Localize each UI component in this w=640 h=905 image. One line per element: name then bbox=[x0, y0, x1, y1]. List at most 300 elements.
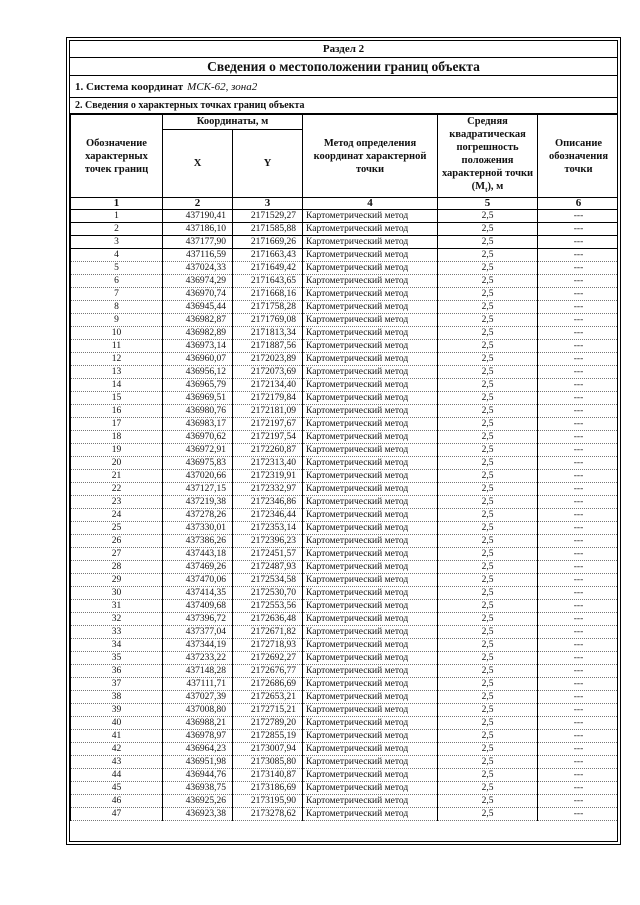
method: Картометрический метод bbox=[303, 275, 438, 288]
description: --- bbox=[538, 652, 618, 665]
method: Картометрический метод bbox=[303, 405, 438, 418]
table-row bbox=[71, 691, 619, 704]
error-value: 2,5 bbox=[438, 782, 538, 795]
error-value: 2,5 bbox=[438, 730, 538, 743]
error-value: 2,5 bbox=[438, 444, 538, 457]
x-coordinate: 437470,06 bbox=[163, 574, 233, 587]
column-number: 5 bbox=[438, 198, 538, 210]
method: Картометрический метод bbox=[303, 522, 438, 535]
method: Картометрический метод bbox=[303, 353, 438, 366]
method: Картометрический метод bbox=[303, 626, 438, 639]
method: Картометрический метод bbox=[303, 288, 438, 301]
table-row bbox=[71, 626, 619, 639]
table-row bbox=[71, 223, 619, 236]
y-coordinate: 2172715,21 bbox=[233, 704, 303, 717]
y-coordinate: 2172346,44 bbox=[233, 509, 303, 522]
x-coordinate: 436965,79 bbox=[163, 379, 233, 392]
description: --- bbox=[538, 717, 618, 730]
description: --- bbox=[538, 795, 618, 808]
y-coordinate: 2171529,27 bbox=[233, 210, 303, 223]
table-body bbox=[71, 210, 619, 821]
header-y: Y bbox=[233, 129, 303, 198]
description: --- bbox=[538, 509, 618, 522]
x-coordinate: 437027,39 bbox=[163, 691, 233, 704]
table-row bbox=[71, 548, 619, 561]
description: --- bbox=[538, 405, 618, 418]
error-value: 2,5 bbox=[438, 405, 538, 418]
description: --- bbox=[538, 262, 618, 275]
error-value: 2,5 bbox=[438, 262, 538, 275]
y-coordinate: 2171668,16 bbox=[233, 288, 303, 301]
method: Картометрический метод bbox=[303, 756, 438, 769]
table-row bbox=[71, 808, 619, 821]
method: Картометрический метод bbox=[303, 327, 438, 340]
x-coordinate: 436980,76 bbox=[163, 405, 233, 418]
table-row bbox=[71, 496, 619, 509]
point-number: 30 bbox=[71, 587, 163, 600]
column-numbers-row bbox=[71, 198, 619, 210]
method: Картометрический метод bbox=[303, 769, 438, 782]
point-number: 20 bbox=[71, 457, 163, 470]
y-coordinate: 2173278,62 bbox=[233, 808, 303, 821]
error-value: 2,5 bbox=[438, 418, 538, 431]
y-coordinate: 2172313,40 bbox=[233, 457, 303, 470]
description: --- bbox=[538, 756, 618, 769]
description: --- bbox=[538, 483, 618, 496]
method: Картометрический метод bbox=[303, 366, 438, 379]
description: --- bbox=[538, 249, 618, 262]
y-coordinate: 2171887,56 bbox=[233, 340, 303, 353]
table-row bbox=[71, 782, 619, 795]
x-coordinate: 437469,26 bbox=[163, 561, 233, 574]
x-coordinate: 436988,21 bbox=[163, 717, 233, 730]
description: --- bbox=[538, 496, 618, 509]
point-number: 32 bbox=[71, 613, 163, 626]
description: --- bbox=[538, 327, 618, 340]
x-coordinate: 436970,62 bbox=[163, 431, 233, 444]
table-row bbox=[71, 730, 619, 743]
error-value: 2,5 bbox=[438, 769, 538, 782]
x-coordinate: 436923,38 bbox=[163, 808, 233, 821]
x-coordinate: 437330,01 bbox=[163, 522, 233, 535]
table-row bbox=[71, 613, 619, 626]
x-coordinate: 437219,38 bbox=[163, 496, 233, 509]
x-coordinate: 437377,04 bbox=[163, 626, 233, 639]
error-value: 2,5 bbox=[438, 470, 538, 483]
x-coordinate: 436970,74 bbox=[163, 288, 233, 301]
description: --- bbox=[538, 639, 618, 652]
table-row bbox=[71, 379, 619, 392]
document-sheet bbox=[66, 37, 621, 845]
point-number: 28 bbox=[71, 561, 163, 574]
y-coordinate: 2172487,93 bbox=[233, 561, 303, 574]
method: Картометрический метод bbox=[303, 210, 438, 223]
header-point: Обозначение характерных точек границ bbox=[71, 115, 163, 198]
method: Картометрический метод bbox=[303, 574, 438, 587]
method: Картометрический метод bbox=[303, 600, 438, 613]
x-coordinate: 437278,26 bbox=[163, 509, 233, 522]
table-row bbox=[71, 769, 619, 782]
method: Картометрический метод bbox=[303, 431, 438, 444]
table-row bbox=[71, 483, 619, 496]
table-row bbox=[71, 509, 619, 522]
x-coordinate: 436972,91 bbox=[163, 444, 233, 457]
point-number: 46 bbox=[71, 795, 163, 808]
table-row bbox=[71, 795, 619, 808]
method: Картометрический метод bbox=[303, 457, 438, 470]
y-coordinate: 2171769,08 bbox=[233, 314, 303, 327]
y-coordinate: 2173085,80 bbox=[233, 756, 303, 769]
y-coordinate: 2173140,87 bbox=[233, 769, 303, 782]
y-coordinate: 2172319,91 bbox=[233, 470, 303, 483]
point-number: 47 bbox=[71, 808, 163, 821]
table-row bbox=[71, 587, 619, 600]
table-row bbox=[71, 288, 619, 301]
point-number: 12 bbox=[71, 353, 163, 366]
error-value: 2,5 bbox=[438, 496, 538, 509]
table-row bbox=[71, 652, 619, 665]
error-value: 2,5 bbox=[438, 223, 538, 236]
table-row bbox=[71, 756, 619, 769]
column-number: 1 bbox=[71, 198, 163, 210]
table-row bbox=[71, 704, 619, 717]
point-number: 35 bbox=[71, 652, 163, 665]
column-number: 4 bbox=[303, 198, 438, 210]
x-coordinate: 436982,89 bbox=[163, 327, 233, 340]
coordinate-system-label: 1. Система координат bbox=[75, 80, 184, 93]
error-value: 2,5 bbox=[438, 379, 538, 392]
point-number: 40 bbox=[71, 717, 163, 730]
table-row bbox=[71, 210, 619, 223]
method: Картометрический метод bbox=[303, 470, 438, 483]
method: Картометрический метод bbox=[303, 561, 438, 574]
method: Картометрический метод bbox=[303, 704, 438, 717]
y-coordinate: 2171643,65 bbox=[233, 275, 303, 288]
description: --- bbox=[538, 392, 618, 405]
error-value: 2,5 bbox=[438, 652, 538, 665]
header-x: X bbox=[163, 129, 233, 198]
point-number: 31 bbox=[71, 600, 163, 613]
y-coordinate: 2172553,56 bbox=[233, 600, 303, 613]
y-coordinate: 2172346,86 bbox=[233, 496, 303, 509]
method: Картометрический метод bbox=[303, 795, 438, 808]
y-coordinate: 2173195,90 bbox=[233, 795, 303, 808]
table-row bbox=[71, 444, 619, 457]
y-coordinate: 2172530,70 bbox=[233, 587, 303, 600]
y-coordinate: 2172197,54 bbox=[233, 431, 303, 444]
coordinate-system-value: МСК-62, зона2 bbox=[187, 80, 258, 93]
method: Картометрический метод bbox=[303, 548, 438, 561]
y-coordinate: 2172718,93 bbox=[233, 639, 303, 652]
error-value: 2,5 bbox=[438, 665, 538, 678]
point-number: 21 bbox=[71, 470, 163, 483]
method: Картометрический метод bbox=[303, 691, 438, 704]
x-coordinate: 437386,26 bbox=[163, 535, 233, 548]
x-coordinate: 437020,66 bbox=[163, 470, 233, 483]
method: Картометрический метод bbox=[303, 340, 438, 353]
table-row bbox=[71, 561, 619, 574]
description: --- bbox=[538, 275, 618, 288]
method: Картометрический метод bbox=[303, 678, 438, 691]
column-number: 6 bbox=[538, 198, 618, 210]
y-coordinate: 2172789,20 bbox=[233, 717, 303, 730]
error-value: 2,5 bbox=[438, 340, 538, 353]
x-coordinate: 437396,72 bbox=[163, 613, 233, 626]
table-row bbox=[71, 418, 619, 431]
x-coordinate: 437148,28 bbox=[163, 665, 233, 678]
description: --- bbox=[538, 587, 618, 600]
point-number: 29 bbox=[71, 574, 163, 587]
table-row bbox=[71, 743, 619, 756]
error-value: 2,5 bbox=[438, 678, 538, 691]
x-coordinate: 436964,23 bbox=[163, 743, 233, 756]
table-row bbox=[71, 470, 619, 483]
point-number: 17 bbox=[71, 418, 163, 431]
table-row bbox=[71, 431, 619, 444]
table-row bbox=[71, 457, 619, 470]
description: --- bbox=[538, 522, 618, 535]
point-number: 8 bbox=[71, 301, 163, 314]
y-coordinate: 2172653,21 bbox=[233, 691, 303, 704]
y-coordinate: 2172179,84 bbox=[233, 392, 303, 405]
y-coordinate: 2173007,94 bbox=[233, 743, 303, 756]
description: --- bbox=[538, 574, 618, 587]
description: --- bbox=[538, 210, 618, 223]
description: --- bbox=[538, 600, 618, 613]
method: Картометрический метод bbox=[303, 236, 438, 249]
method: Картометрический метод bbox=[303, 665, 438, 678]
method: Картометрический метод bbox=[303, 509, 438, 522]
table-row bbox=[71, 301, 619, 314]
method: Картометрический метод bbox=[303, 587, 438, 600]
point-number: 37 bbox=[71, 678, 163, 691]
method: Картометрический метод bbox=[303, 496, 438, 509]
description: --- bbox=[538, 548, 618, 561]
boundary-points-table bbox=[70, 114, 618, 821]
error-value: 2,5 bbox=[438, 704, 538, 717]
description: --- bbox=[538, 808, 618, 821]
header-coordinates: Координаты, м bbox=[163, 115, 303, 130]
method: Картометрический метод bbox=[303, 652, 438, 665]
method: Картометрический метод bbox=[303, 743, 438, 756]
description: --- bbox=[538, 366, 618, 379]
table-row bbox=[71, 353, 619, 366]
description: --- bbox=[538, 613, 618, 626]
point-number: 1 bbox=[71, 210, 163, 223]
method: Картометрический метод bbox=[303, 314, 438, 327]
y-coordinate: 2171585,88 bbox=[233, 223, 303, 236]
point-number: 38 bbox=[71, 691, 163, 704]
point-number: 33 bbox=[71, 626, 163, 639]
y-coordinate: 2171758,28 bbox=[233, 301, 303, 314]
error-value: 2,5 bbox=[438, 314, 538, 327]
x-coordinate: 436951,98 bbox=[163, 756, 233, 769]
header-error: Средняя квадратическая погрешность положения характерной точки $(M_t)$, м bbox=[438, 115, 538, 198]
table-row bbox=[71, 678, 619, 691]
description: --- bbox=[538, 444, 618, 457]
table-row bbox=[71, 522, 619, 535]
header-description: Описание обозначения точки bbox=[538, 115, 618, 198]
x-coordinate: 436960,07 bbox=[163, 353, 233, 366]
x-coordinate: 437177,90 bbox=[163, 236, 233, 249]
method: Картометрический метод bbox=[303, 782, 438, 795]
table-row bbox=[71, 314, 619, 327]
table-row bbox=[71, 392, 619, 405]
y-coordinate: 2172023,89 bbox=[233, 353, 303, 366]
x-coordinate: 437414,35 bbox=[163, 587, 233, 600]
table-row bbox=[71, 236, 619, 249]
description: --- bbox=[538, 223, 618, 236]
table-row bbox=[71, 405, 619, 418]
error-value: 2,5 bbox=[438, 561, 538, 574]
point-number: 25 bbox=[71, 522, 163, 535]
point-number: 23 bbox=[71, 496, 163, 509]
error-value: 2,5 bbox=[438, 535, 538, 548]
point-number: 14 bbox=[71, 379, 163, 392]
point-number: 45 bbox=[71, 782, 163, 795]
point-number: 4 bbox=[71, 249, 163, 262]
x-coordinate: 437024,33 bbox=[163, 262, 233, 275]
point-number: 34 bbox=[71, 639, 163, 652]
description: --- bbox=[538, 561, 618, 574]
table-row bbox=[71, 275, 619, 288]
table-row bbox=[71, 665, 619, 678]
method: Картометрический метод bbox=[303, 535, 438, 548]
error-value: 2,5 bbox=[438, 548, 538, 561]
method: Картометрический метод bbox=[303, 808, 438, 821]
description: --- bbox=[538, 457, 618, 470]
point-number: 43 bbox=[71, 756, 163, 769]
description: --- bbox=[538, 431, 618, 444]
y-coordinate: 2172197,67 bbox=[233, 418, 303, 431]
point-number: 22 bbox=[71, 483, 163, 496]
x-coordinate: 436956,12 bbox=[163, 366, 233, 379]
points-heading: 2. Сведения о характерных точках границ объекта bbox=[75, 100, 305, 111]
description: --- bbox=[538, 769, 618, 782]
error-value: 2,5 bbox=[438, 795, 538, 808]
document-frame bbox=[69, 40, 618, 842]
description: --- bbox=[538, 704, 618, 717]
point-number: 26 bbox=[71, 535, 163, 548]
point-number: 7 bbox=[71, 288, 163, 301]
error-value: 2,5 bbox=[438, 327, 538, 340]
point-number: 2 bbox=[71, 223, 163, 236]
error-value: 2,5 bbox=[438, 366, 538, 379]
error-value: 2,5 bbox=[438, 392, 538, 405]
point-number: 39 bbox=[71, 704, 163, 717]
error-value: 2,5 bbox=[438, 522, 538, 535]
error-value: 2,5 bbox=[438, 509, 538, 522]
column-number: 2 bbox=[163, 198, 233, 210]
column-number: 3 bbox=[233, 198, 303, 210]
method: Картометрический метод bbox=[303, 483, 438, 496]
y-coordinate: 2171669,26 bbox=[233, 236, 303, 249]
y-coordinate: 2172332,97 bbox=[233, 483, 303, 496]
error-value: 2,5 bbox=[438, 301, 538, 314]
description: --- bbox=[538, 314, 618, 327]
description: --- bbox=[538, 379, 618, 392]
x-coordinate: 437233,22 bbox=[163, 652, 233, 665]
point-number: 11 bbox=[71, 340, 163, 353]
description: --- bbox=[538, 730, 618, 743]
x-coordinate: 437008,80 bbox=[163, 704, 233, 717]
error-value: 2,5 bbox=[438, 249, 538, 262]
error-value: 2,5 bbox=[438, 600, 538, 613]
description: --- bbox=[538, 535, 618, 548]
error-value: 2,5 bbox=[438, 210, 538, 223]
method: Картометрический метод bbox=[303, 249, 438, 262]
x-coordinate: 436945,44 bbox=[163, 301, 233, 314]
error-value: 2,5 bbox=[438, 613, 538, 626]
error-value: 2,5 bbox=[438, 457, 538, 470]
point-number: 10 bbox=[71, 327, 163, 340]
x-coordinate: 437111,71 bbox=[163, 678, 233, 691]
y-coordinate: 2172134,40 bbox=[233, 379, 303, 392]
coordinate-system-row bbox=[70, 76, 617, 98]
method: Картометрический метод bbox=[303, 262, 438, 275]
y-coordinate: 2172073,69 bbox=[233, 366, 303, 379]
x-coordinate: 436944,76 bbox=[163, 769, 233, 782]
point-number: 27 bbox=[71, 548, 163, 561]
table-row bbox=[71, 366, 619, 379]
point-number: 6 bbox=[71, 275, 163, 288]
point-number: 41 bbox=[71, 730, 163, 743]
description: --- bbox=[538, 626, 618, 639]
point-number: 13 bbox=[71, 366, 163, 379]
description: --- bbox=[538, 418, 618, 431]
header-method: Метод определения координат характерной точки bbox=[303, 115, 438, 198]
y-coordinate: 2171813,34 bbox=[233, 327, 303, 340]
point-number: 36 bbox=[71, 665, 163, 678]
description: --- bbox=[538, 353, 618, 366]
section-heading bbox=[70, 41, 617, 58]
point-number: 5 bbox=[71, 262, 163, 275]
table-row bbox=[71, 600, 619, 613]
method: Картометрический метод bbox=[303, 730, 438, 743]
method: Картометрический метод bbox=[303, 418, 438, 431]
point-number: 19 bbox=[71, 444, 163, 457]
description: --- bbox=[538, 678, 618, 691]
error-value: 2,5 bbox=[438, 717, 538, 730]
error-value: 2,5 bbox=[438, 574, 538, 587]
table-row bbox=[71, 717, 619, 730]
point-number: 18 bbox=[71, 431, 163, 444]
section-label: Раздел 2 bbox=[322, 43, 365, 55]
method: Картометрический метод bbox=[303, 639, 438, 652]
table-row bbox=[71, 535, 619, 548]
x-coordinate: 437186,10 bbox=[163, 223, 233, 236]
error-value: 2,5 bbox=[438, 275, 538, 288]
x-coordinate: 436983,17 bbox=[163, 418, 233, 431]
error-value: 2,5 bbox=[438, 587, 538, 600]
point-number: 15 bbox=[71, 392, 163, 405]
table-row bbox=[71, 340, 619, 353]
point-number: 24 bbox=[71, 509, 163, 522]
method: Картометрический метод bbox=[303, 392, 438, 405]
table-row bbox=[71, 249, 619, 262]
y-coordinate: 2172676,77 bbox=[233, 665, 303, 678]
x-coordinate: 437190,41 bbox=[163, 210, 233, 223]
point-number: 9 bbox=[71, 314, 163, 327]
y-coordinate: 2171663,43 bbox=[233, 249, 303, 262]
table-row bbox=[71, 574, 619, 587]
y-coordinate: 2172671,82 bbox=[233, 626, 303, 639]
x-coordinate: 436969,51 bbox=[163, 392, 233, 405]
y-coordinate: 2172855,19 bbox=[233, 730, 303, 743]
method: Картометрический метод bbox=[303, 301, 438, 314]
x-coordinate: 436973,14 bbox=[163, 340, 233, 353]
table-row bbox=[71, 262, 619, 275]
